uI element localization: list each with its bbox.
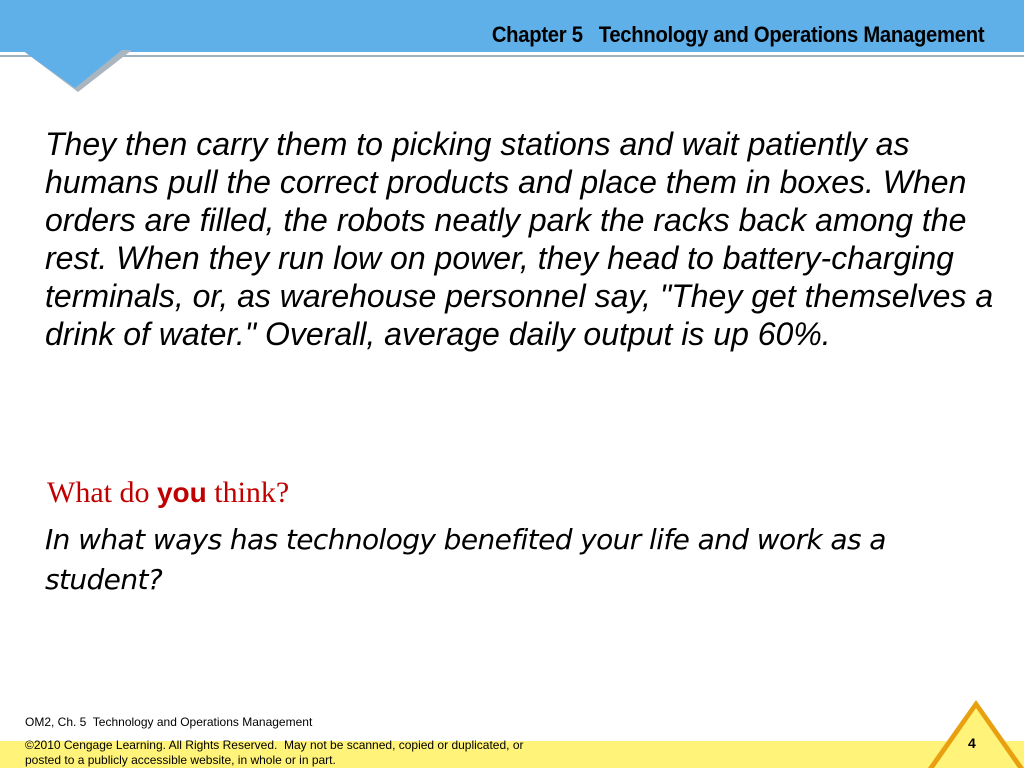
header-chevron-decoration — [0, 50, 140, 100]
footer-copyright: ©2010 Cengage Learning. All Rights Reserved. May not be scanned, copied or duplicated, or posted to a publicly accessible website, in whole or in part. — [25, 738, 524, 767]
discussion-question: In what ways has technology benefited your life and work as a student? — [45, 523, 886, 596]
header-divider-shadow — [0, 55, 1024, 57]
footer-course-label: OM2, Ch. 5 Technology and Operations Management — [25, 715, 313, 729]
body-paragraph: They then carry them to picking stations and wait patiently as humans pull the correct products and place them in boxes. When orders are filled, the robots neatly park the racks back among the rest. When they run low on power, they head to battery-charging terminals, or, as warehouse personnel say, "They get themselves a drink of water." Overall, average daily output is up 60%. — [45, 126, 994, 352]
prompt-text-before: What do — [47, 476, 157, 509]
what-do-you-think-prompt — [47, 476, 289, 510]
prompt-emphasis: you — [156, 477, 207, 508]
footer-corner-decoration — [920, 700, 1024, 768]
header-bar — [0, 0, 1024, 52]
prompt-text-after: think? — [206, 476, 290, 509]
page-number: 4 — [968, 735, 976, 751]
slide-header-title: Chapter 5 Technology and Operations Management — [491, 22, 984, 47]
